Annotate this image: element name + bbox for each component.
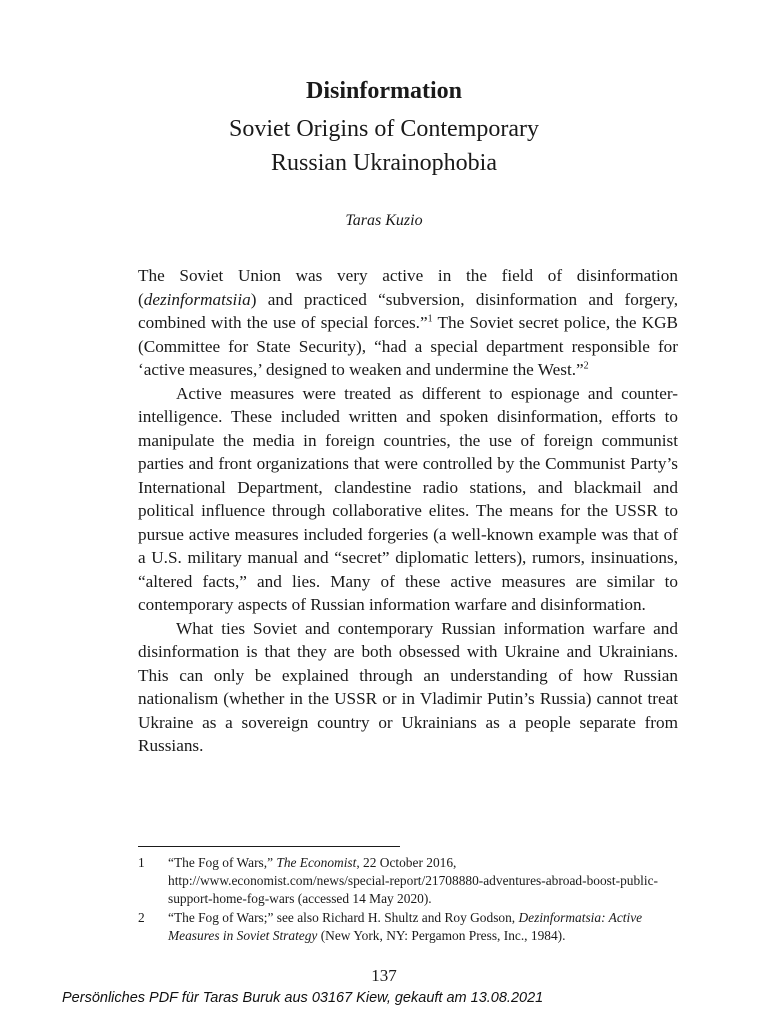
fn2-text-c: (New York, NY: Pergamon Press, Inc., 1984). [317,928,566,943]
author-name: Taras Kuzio [345,212,423,229]
chapter-subtitle-line-1: Soviet Origins of Contemporary [229,116,539,142]
footnotes [138,854,678,946]
footnote-number: 2 [138,910,145,925]
footnote-2 [138,909,678,945]
paragraph-1 [138,264,678,382]
body-text [138,264,678,758]
page-number: 137 [371,966,397,985]
paragraph-3: What ties Soviet and contemporary Russian information warfare and disinformation is that they are both obsessed with Ukraine and Ukrainians. This can only be explained through an understanding of how Russian nationalism (whether in the USSR or in Vladimir Putin’s Russia) cannot treat Ukraine as a sovereign country or Ukrainians as a people separate from Russians. [138,618,678,755]
footnote-number: 1 [138,855,145,870]
footnote-separator [138,846,400,847]
paragraph-2: Active measures were treated as different to espionage and counter-intelligence. These included written and spoken disinformation, efforts to manipulate the media in foreign countries, the use of foreign communist parties and front organizations that were controlled by the Communist Party’s International Department, clandestine radio stations, and blackmail and political influence through collaborative elites. The means for the USSR to pursue active measures included forgeries (a well-known example was that of a U.S. military manual and “secret” diplomatic letters), rumors, insinuations, “altered facts,” and lies. Many of these active measures are similar to contemporary aspects of Russian information warfare and disinformation. [138,383,678,614]
fn1-text-a: “The Fog of Wars,” [168,855,277,870]
footnote-ref-2[interactable]: 2 [583,360,589,372]
fn2-book-italic: Dezinformatsia: Active Measures in Soviet Strategy [168,910,643,943]
footnote-1 [138,854,678,908]
p1-text-c: ) and practiced “subversion, disinformation and forgery, combined with the use of special forces.” [138,289,678,332]
fn2-text-a: “The Fog of Wars;” see also Richard H. Shultz and Roy Godson, [168,910,519,925]
fn1-source-italic: The Economist [276,855,357,870]
p1-text-a: The Soviet Union was very active in the field of disinformation ( [138,266,678,309]
chapter-title: Disinformation [306,78,462,104]
p1-text-d: The Soviet secret police, the KGB (Committee for State Security), “had a special department responsible for ‘active measures,’ designed to weaken and undermine the West.” [138,313,678,379]
chapter-subtitle-line-2: Russian Ukrainophobia [271,150,497,176]
fn1-text-c: , 22 October 2016, http://www.economist.com/news/special-report/21708880-adventures-abroad-boost-public-support-home-fog-wars (accessed 14 May 2020). [168,855,658,906]
footnote-text [168,909,678,945]
p1-term-italic: dezinformatsiia [143,289,251,309]
footnote-text [168,854,678,908]
footnote-ref-1[interactable]: 1 [427,313,433,325]
purchase-watermark: Persönliches PDF für Taras Buruk aus 03167 Kiew, gekauft am 13.08.2021 [62,990,544,1006]
